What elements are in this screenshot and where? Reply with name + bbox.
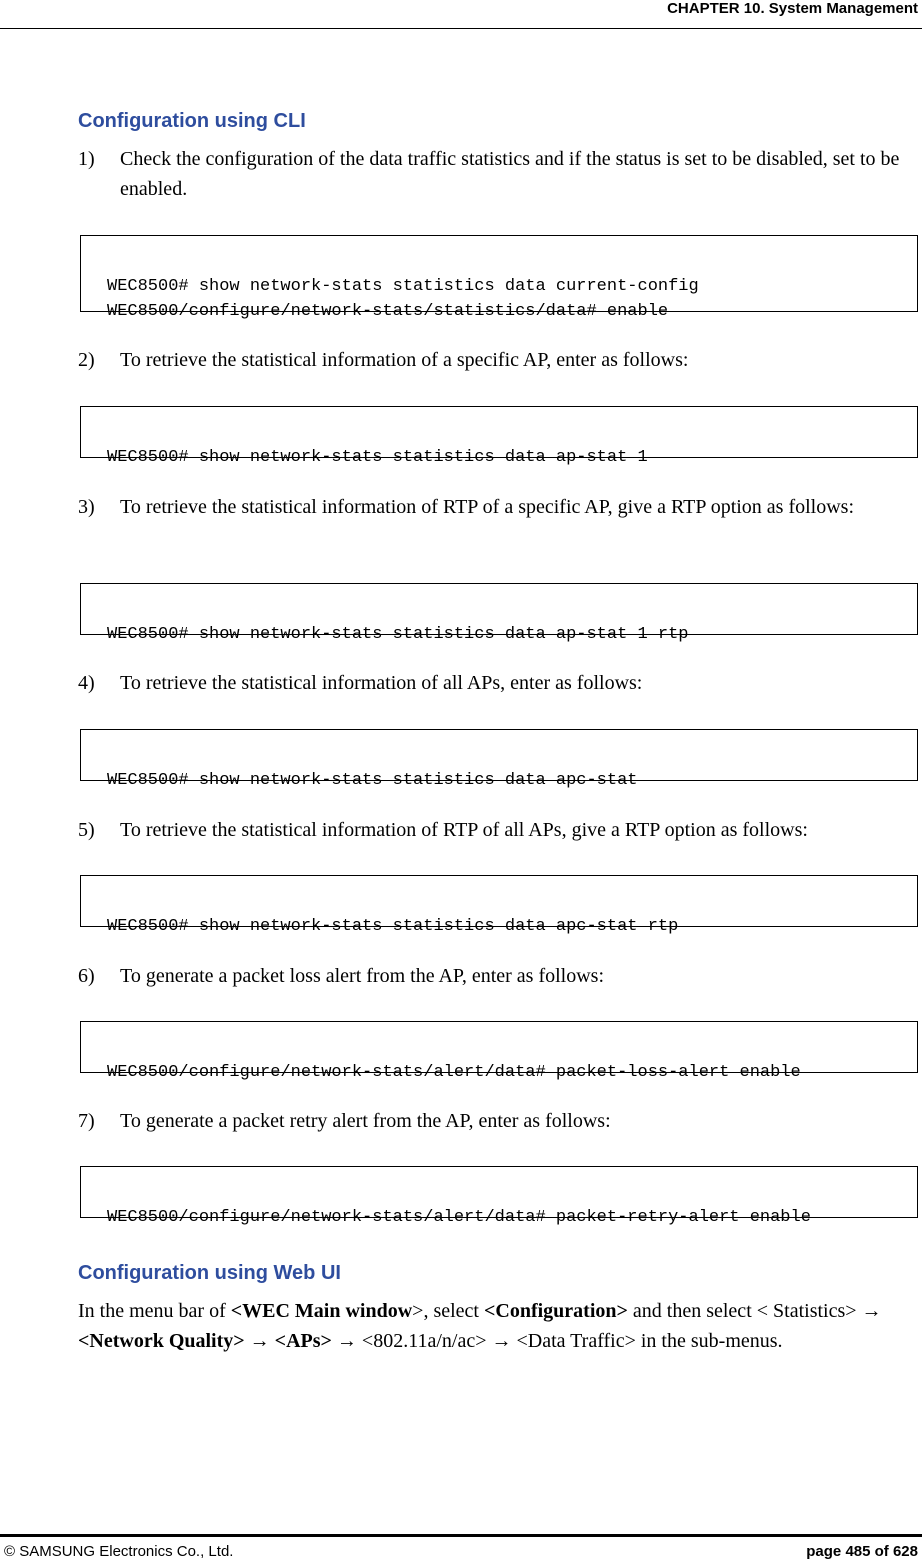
code-line: WEC8500# show network-stats statistics data ap-stat 1 (107, 448, 648, 467)
code-block-3 (80, 583, 918, 644)
menu-aps: <APs> (274, 1330, 332, 1352)
step-number: 6) (78, 965, 95, 987)
menu-80211: <802.11a/n/ac> (361, 1330, 487, 1352)
step-3 (78, 492, 918, 522)
code-block-6 (80, 1021, 918, 1082)
webui-section-heading: Configuration using Web UI (78, 1262, 341, 1284)
code-block-2 (80, 406, 918, 467)
menu-data-traffic: <Data Traffic> in the sub-menus. (516, 1330, 783, 1352)
step-4 (78, 668, 918, 698)
step-number: 2) (78, 349, 95, 371)
text-run: >, select (412, 1300, 484, 1322)
step-6 (78, 961, 918, 991)
menu-configuration: <Configuration> (483, 1300, 628, 1322)
step-number: 5) (78, 819, 95, 841)
step-2 (78, 345, 918, 375)
step-1 (78, 144, 918, 204)
footer-page-number: page 485 of 628 (806, 1543, 918, 1560)
code-block-1 (80, 235, 918, 321)
step-number: 1) (78, 148, 95, 170)
code-block-4 (80, 729, 918, 790)
menu-main-window: <WEC Main window (230, 1300, 413, 1322)
menu-statistics: and then select < Statistics> (627, 1300, 862, 1322)
arrow-icon: → (861, 1300, 882, 1322)
step-text: To retrieve the statistical information of all APs, enter as follows: (120, 672, 643, 694)
step-text: To generate a packet loss alert from the AP, enter as follows: (120, 965, 605, 987)
code-line: WEC8500# show network-stats statistics data apc-stat rtp (107, 917, 679, 936)
code-line: WEC8500/configure/network-stats/statistics/data# enable (107, 302, 669, 321)
code-block-7 (80, 1166, 918, 1227)
step-text: To retrieve the statistical information of RTP of a specific AP, give a RTP option as follows: (120, 496, 855, 518)
arrow-icon: → (336, 1330, 357, 1352)
code-block-5 (80, 875, 918, 936)
code-line: WEC8500# show network-stats statistics data current-config (107, 277, 699, 296)
step-text: To retrieve the statistical information of a specific AP, enter as follows: (120, 349, 689, 371)
menu-network-quality: <Network Quality> (78, 1330, 245, 1352)
step-5 (78, 815, 918, 845)
code-line: WEC8500# show network-stats statistics data ap-stat 1 rtp (107, 625, 689, 644)
step-number: 4) (78, 672, 95, 694)
step-text: To retrieve the statistical information of RTP of all APs, give a RTP option as follows: (120, 819, 808, 841)
step-text: To generate a packet retry alert from the AP, enter as follows: (120, 1110, 611, 1132)
code-line: WEC8500/configure/network-stats/alert/data# packet-loss-alert enable (107, 1063, 801, 1082)
step-text: Check the configuration of the data traffic statistics and if the status is set to be disabled, set to be enabled. (120, 148, 900, 200)
step-number: 3) (78, 496, 95, 518)
step-7 (78, 1106, 918, 1136)
code-line: WEC8500/configure/network-stats/alert/data# packet-retry-alert enable (107, 1208, 811, 1227)
arrow-icon: → (491, 1330, 512, 1352)
step-number: 7) (78, 1110, 95, 1132)
arrow-icon: → (249, 1330, 270, 1352)
footer-divider (0, 1534, 922, 1537)
page-header (0, 0, 922, 29)
text-run: In the menu bar of (78, 1300, 231, 1322)
footer-copyright: © SAMSUNG Electronics Co., Ltd. (4, 1543, 234, 1560)
code-line: WEC8500# show network-stats statistics data apc-stat (107, 771, 638, 790)
chapter-title: CHAPTER 10. System Management (667, 0, 918, 17)
webui-instructions (78, 1296, 918, 1356)
cli-section-heading: Configuration using CLI (78, 110, 306, 132)
